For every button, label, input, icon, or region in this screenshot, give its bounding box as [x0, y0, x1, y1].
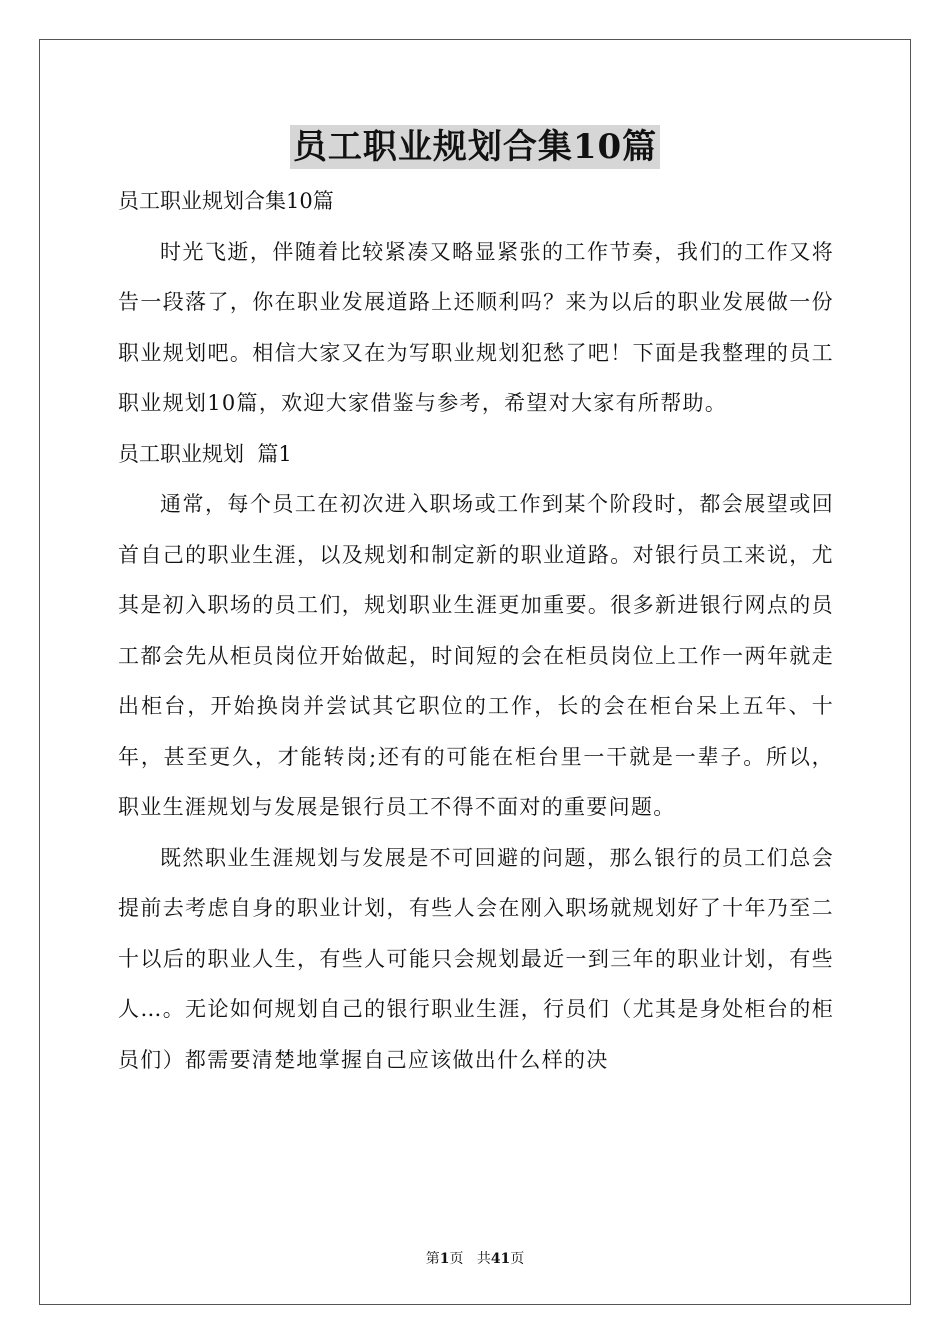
title-wrapper [0, 125, 950, 169]
page-footer [0, 1248, 950, 1268]
page-prefix: 第 [425, 1251, 440, 1267]
document-title: 员工职业规划合集10篇 [290, 125, 660, 169]
total-suffix: 页 [510, 1251, 525, 1267]
page-suffix: 页 [449, 1251, 464, 1267]
total-prefix: 共 [476, 1251, 491, 1267]
intro-paragraph: 时光飞逝，伴随着比较紧凑又略显紧张的工作节奏，我们的工作又将告一段落了，你在职业发展道路上还顺利吗？来为以后的职业发展做一份职业规划吧。相信大家又在为写职业规划犯愁了吧！下面是我整理的员工职业规划10篇，欢迎大家借鉴与参考，希望对大家有所帮助。 [118, 239, 834, 415]
body-paragraph-2: 既然职业生涯规划与发展是不可回避的问题，那么银行的员工们总会提前去考虑自身的职业计划，有些人会在刚入职场就规划好了十年乃至二十以后的职业人生，有些人可能只会规划最近一到三年的职业计划，有些人…。无论如何规划自己的银行职业生涯，行员们（尤其是身处柜台的柜员们）都需要清楚地掌握自己应该做出什么样的决 [118, 845, 834, 1072]
body-paragraph-1: 通常，每个员工在初次进入职场或工作到某个阶段时，都会展望或回首自己的职业生涯，以及规划和制定新的职业道路。对银行员工来说，尤其是初入职场的员工们，规划职业生涯更加重要。很多新进银行网点的员工都会先从柜员岗位开始做起，时间短的会在柜员岗位上工作一两年就走出柜台，开始换岗并尝试其它职位的工作，长的会在柜台呆上五年、十年，甚至更久，才能转岗;还有的可能在柜台里一干就是一辈子。所以，职业生涯规划与发展是银行员工不得不面对的重要问题。 [118, 492, 834, 819]
page-number: 1 [439, 1251, 450, 1267]
section-heading: 员工职业规划 篇1 [118, 441, 292, 466]
document-subtitle: 员工职业规划合集10篇 [118, 189, 334, 213]
document-body [118, 176, 834, 1085]
total-pages: 41 [490, 1251, 511, 1267]
